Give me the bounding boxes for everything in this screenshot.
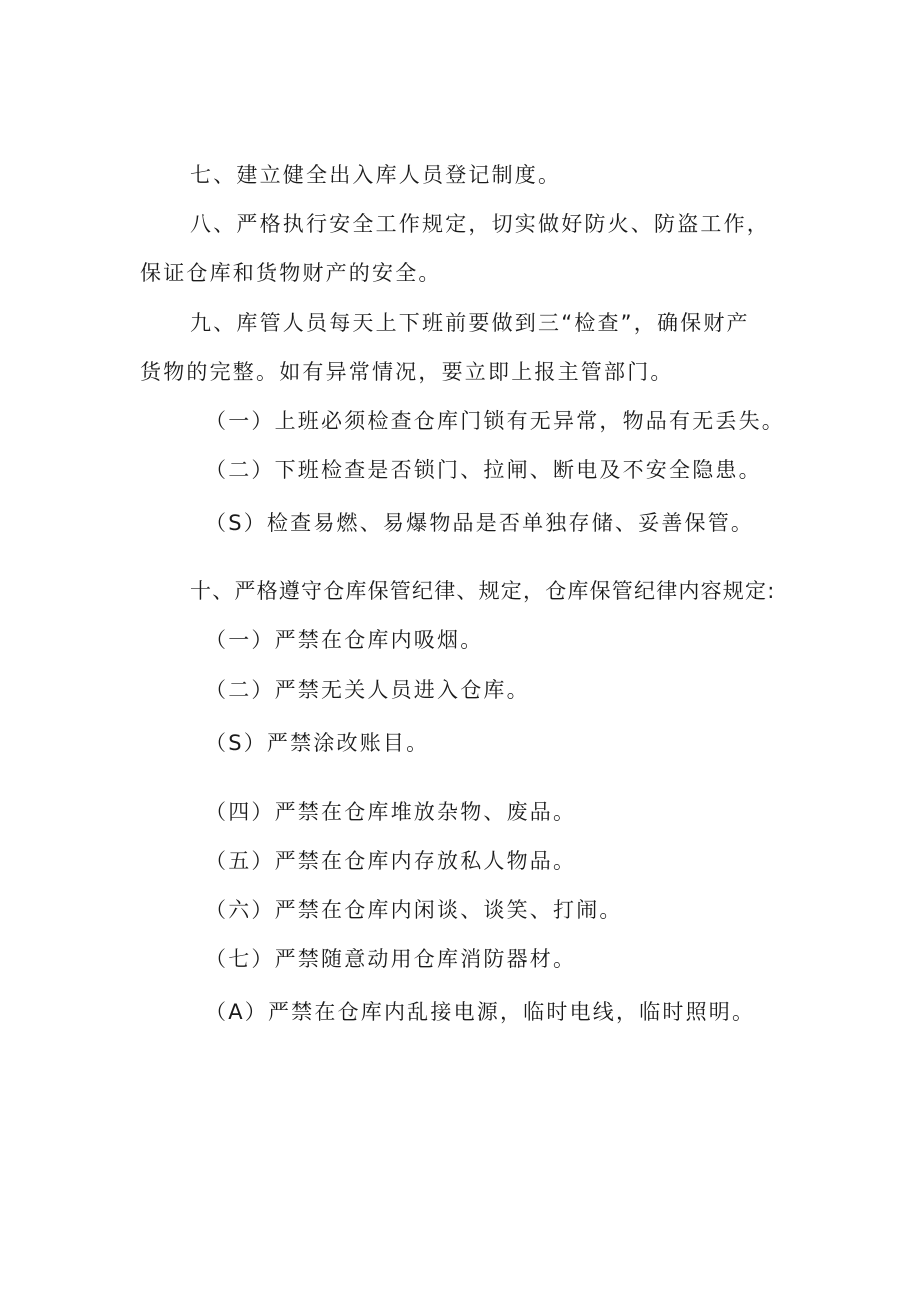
rule-10-item-3: （S）严禁涂改账目。 bbox=[205, 731, 430, 755]
rule-10-text: 十、严格遵守仓库保管纪律、规定，仓库保管纪律内容规定: bbox=[190, 579, 776, 603]
rule-10-item-1: （一）严禁在仓库内吸烟。 bbox=[205, 628, 484, 652]
rule-8-continuation: 保证仓库和货物财产的安全。 bbox=[140, 261, 442, 285]
rule-10-item-5: （五）严禁在仓库内存放私人物品。 bbox=[205, 849, 577, 873]
rule-10-item-6: （六）严禁在仓库内闲谈、谈笑、打闹。 bbox=[205, 898, 623, 922]
rule-7-text: 七、建立健全出入库人员登记制度。 bbox=[190, 163, 562, 187]
rule-10-item-8: （A）严禁在仓库内乱接电源，临时电线，临时照明。 bbox=[205, 1000, 756, 1024]
rule-9-item-1: （一）上班必须检查仓库门锁有无异常，物品有无丢失。 bbox=[205, 409, 785, 433]
rule-9-item-2: （二）下班检查是否锁门、拉闸、断电及不安全隐患。 bbox=[205, 458, 762, 482]
rule-8-text: 八、严格执行安全工作规定，切实做好防火、防盗工作， bbox=[190, 212, 770, 236]
rule-10-item-4: （四）严禁在仓库堆放杂物、废品。 bbox=[205, 800, 577, 824]
rule-10-item-7: （七）严禁随意动用仓库消防器材。 bbox=[205, 947, 577, 971]
rule-9-continuation: 货物的完整。如有异常情况，要立即上报主管部门。 bbox=[140, 360, 674, 384]
rule-9-item-3: （S）检查易燃、易爆物品是否单独存储、妥善保管。 bbox=[205, 511, 755, 535]
rule-10-item-2: （二）严禁无关人员进入仓库。 bbox=[205, 678, 530, 702]
rule-9-text: 九、库管人员每天上下班前要做到三“检查”，确保财产 bbox=[190, 311, 750, 335]
